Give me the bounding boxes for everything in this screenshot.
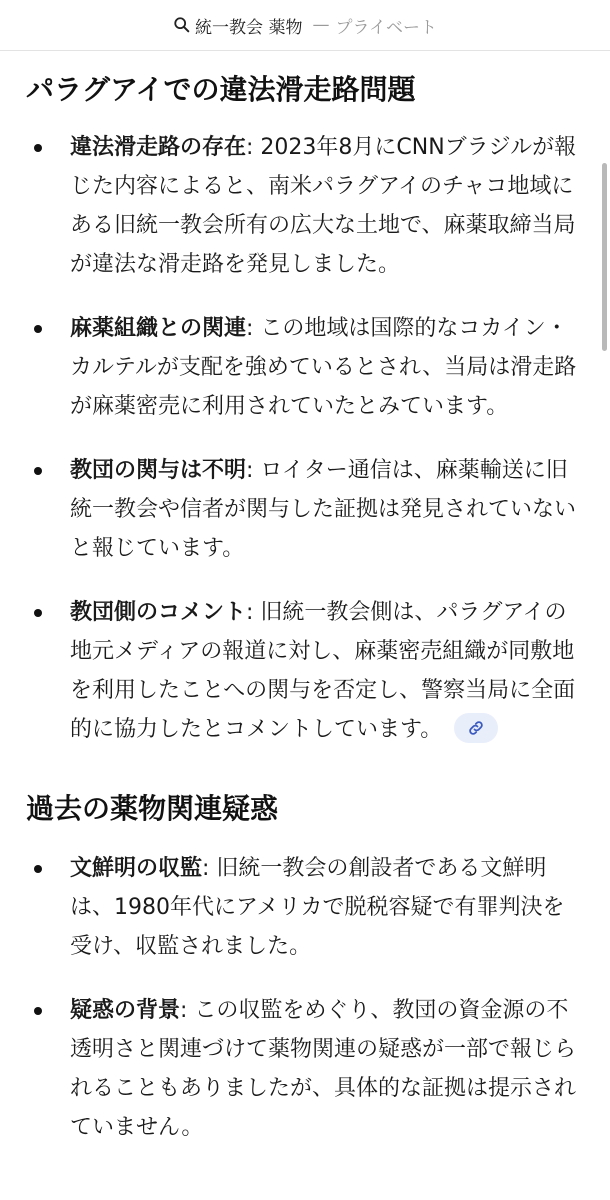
section-heading: パラグアイでの違法滑走路問題 [26,73,416,106]
item-text: : 旧統一教会の創設者である文鮮明は、1980年代にアメリカで脱税容疑で有罪判決を受け、収監されました。 [70,856,565,959]
item-text: : 旧統一教会側は、パラグアイの地元メディアの報道に対し、麻薬密売組織が同敷地を利用したことへの関与を否定し、警察当局に全面的に協力したとコメントしています。 [70,600,576,742]
link-icon [467,719,485,737]
item-term: 違法滑走路の存在 [70,135,247,160]
bullet-dot [34,865,42,873]
source-link-button[interactable] [454,713,498,743]
search-icon[interactable] [173,16,191,34]
list-item [26,128,578,284]
answer-content [26,68,578,1147]
bullet-dot [34,609,42,617]
bullet-list [26,128,578,749]
item-term: 教団の関与は不明 [70,458,247,483]
item-text: : この収監をめぐり、教団の資金源の不透明さと関連づけて薬物関連の疑惑が一部で報じられることもありましたが、具体的な証拠は提示されていません。 [70,998,577,1140]
section-heading: 過去の薬物関連疑惑 [26,792,279,825]
scrollbar[interactable] [602,163,607,351]
top-bar [0,0,610,51]
list-item [26,451,578,568]
bullet-dot [34,467,42,475]
item-term: 文鮮明の収監 [70,856,203,881]
list-item [26,309,578,426]
item-term: 教団側のコメント [70,600,247,625]
item-term: 疑惑の背景 [70,998,181,1023]
bullet-dot [34,1007,42,1015]
title-separator: — [312,15,330,35]
bullet-dot [34,144,42,152]
list-item [26,849,578,966]
item-term: 麻薬組織との関連 [70,316,247,341]
bullet-dot [34,325,42,333]
list-item [26,991,578,1147]
bullet-list [26,849,578,1147]
item-text: : この地域は国際的なコカイン・カルテルが支配を強めているとされ、当局は滑走路が麻薬密売に利用されていたとみています。 [70,316,577,419]
privacy-label: プライベート [335,17,437,38]
section-past-drug-allegations [26,787,578,1147]
section-paraguay-airstrip [26,68,578,749]
list-item [26,593,578,749]
item-text: : ロイター通信は、麻薬輸送に旧統一教会や信者が関与した証拠は発見されていないと報じています。 [70,458,577,561]
item-text: : 2023年8月にCNNブラジルが報じた内容によると、南米パラグアイのチャコ地域にある旧統一教会所有の広大な土地で、麻薬取締当局が違法な滑走路を発見しました。 [70,135,577,277]
search-query-title[interactable]: 統一教会 薬物 [195,17,303,38]
